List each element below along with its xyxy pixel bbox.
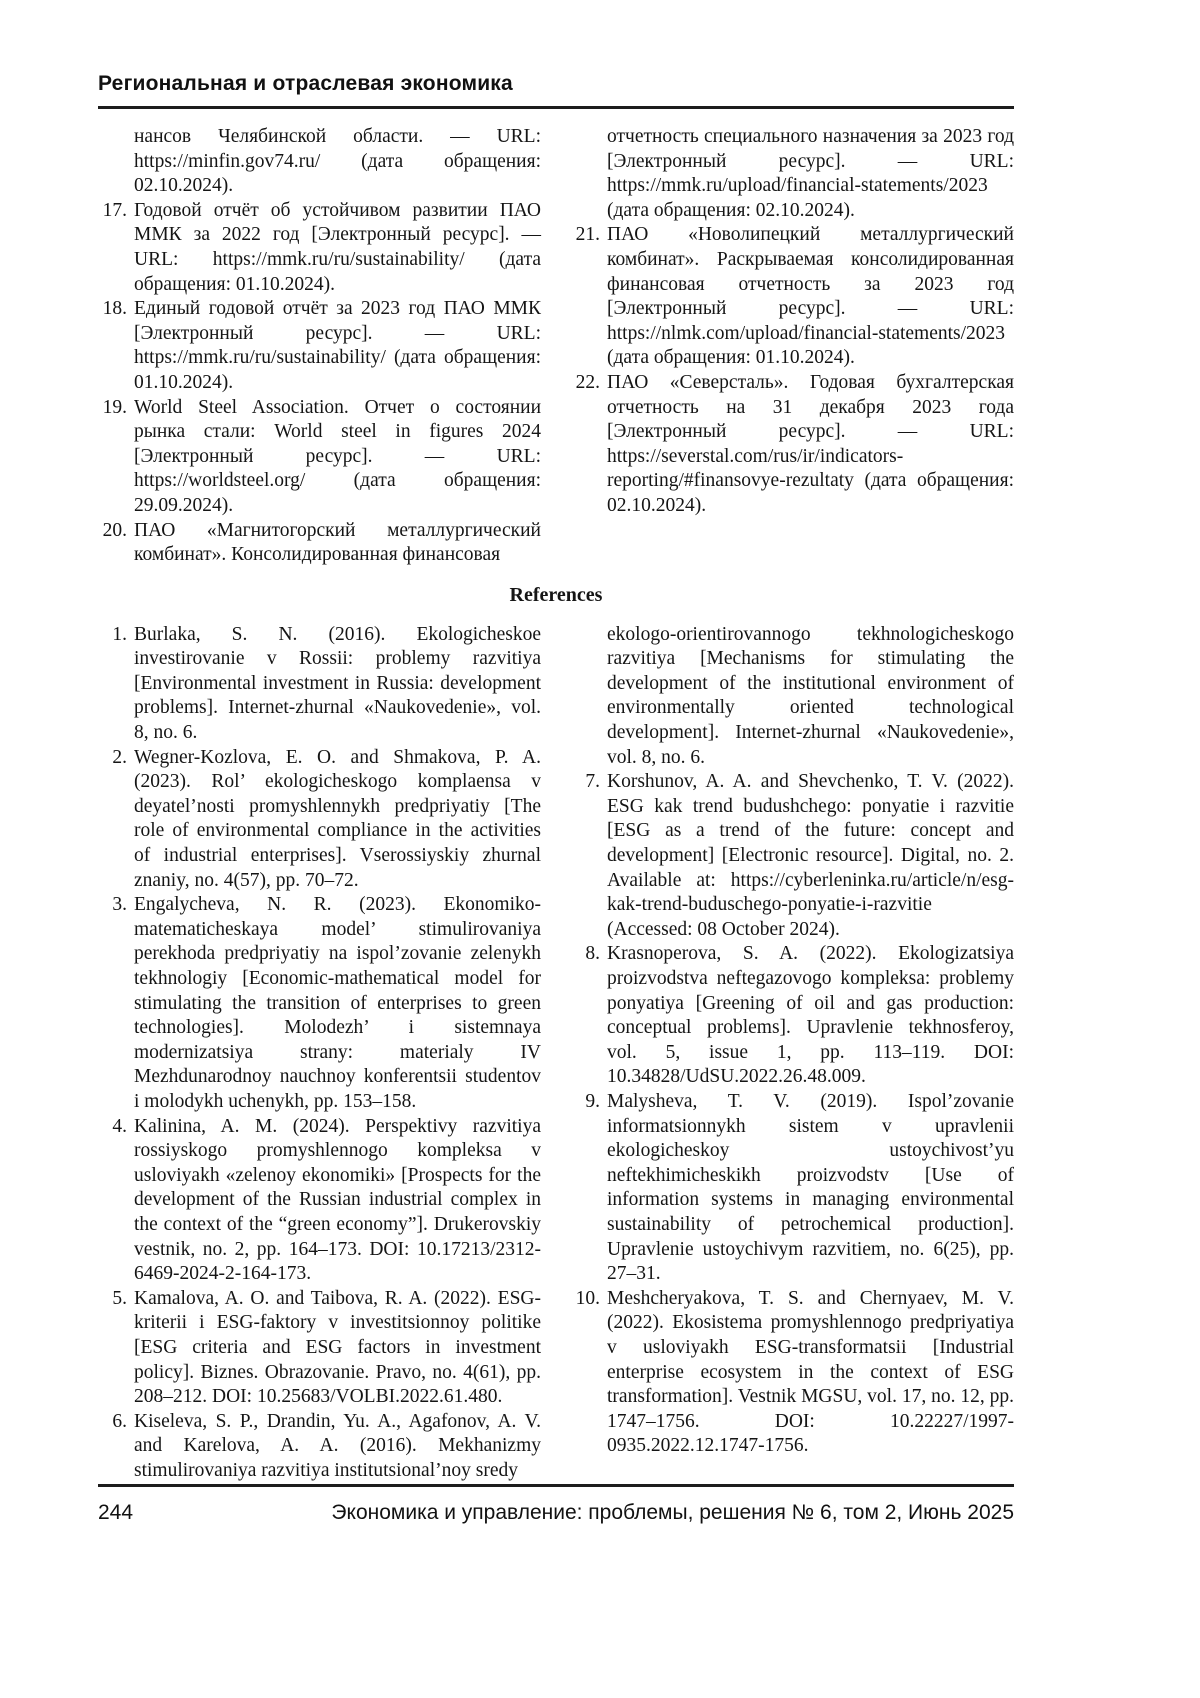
reference-text: Krasnoperova, S. A. (2022). Ekologizatsiya proizvodstva neftegazovogo kompleksa: problemy ponyatiya [Greening of oil and gas production: conceptual problems]. Upravlenie tekhnosferoy, vol. 5, issue 1, pp. 113–119. DOI: 10.34828/UdSU.2022.26.48.009. bbox=[607, 943, 1014, 1088]
reference-number: 20. bbox=[102, 519, 127, 541]
page-footer bbox=[98, 1484, 1014, 1525]
reference-text: ПАО «Новолипецкий металлургический комбинат». Раскрываемая консолидированная финансовая отчетность за 2023 год [Электронный ресурс]. — URL: https://nlmk.com/upload/financial-statements/2023 (дата обращения: 01.10.2024). bbox=[607, 224, 1014, 369]
reference-text: Wegner-Kozlova, E. O. and Shmakova, P. A. (2023). Rol’ ekologicheskogo komplaensa v deyatel’nosti promyshlennykh predpriyatiy [The role of environmental compliance in the activities of industrial enterprises]. Vserossiyskiy zhurnal znaniy, no. 4(57), pp. 70–72. bbox=[134, 746, 541, 891]
reference-text: World Steel Association. Отчет о состоянии рынка стали: World steel in figures 2024 [Электронный ресурс]. — URL: https://worldsteel.org/ (дата обращения: 29.09.2024). bbox=[134, 396, 541, 516]
reference-text: Meshcheryakova, T. S. and Chernyaev, M. V. (2022). Ekosistema promyshlennogo predpriyatiya v usloviyakh ESG-transformatsii [Industrial enterprise ecosystem in the context of ESG transformation]. Vestnik MGSU, vol. 17, no. 12, pp. 1747–1756. DOI: 10.22227/1997-0935.2022.12.1747-1756. bbox=[607, 1287, 1014, 1457]
reference-number: 3. bbox=[112, 894, 127, 916]
reference-item bbox=[571, 1287, 1014, 1459]
reference-item bbox=[98, 893, 541, 1114]
reference-number: 17. bbox=[102, 199, 127, 221]
reference-text: ПАО «Северсталь». Годовая бухгалтерская отчетность на 31 декабря 2023 года [Электронный ресурс]. — URL: https://severstal.com/rus/ir/indicators-reporting/#finansovye-rezultaty (дата обращения: 02.10.2024). bbox=[607, 371, 1014, 516]
reference-item bbox=[98, 125, 541, 199]
reference-number: 4. bbox=[112, 1115, 127, 1137]
reference-item bbox=[571, 942, 1014, 1090]
page-number: 244 bbox=[98, 1501, 134, 1524]
reference-text: отчетность специального назначения за 2023 год [Электронный ресурс]. — URL: https://mmk.ru/upload/financial-statements/2023 (дата обращения: 02.10.2024). bbox=[607, 126, 1014, 221]
reference-text: Годовой отчёт об устойчивом развитии ПАО ММК за 2022 год [Электронный ресурс]. — URL: https://mmk.ru/ru/sustainability/ (дата обращения: 01.10.2024). bbox=[134, 199, 541, 295]
reference-number: 19. bbox=[102, 396, 127, 418]
reference-item bbox=[571, 371, 1014, 519]
reference-text: Malysheva, T. V. (2019). Ispol’zovanie informatsionnykh sistem v upravlenii ekologicheskoy ustoychivost’yu neftekhimicheskikh proizvodstv [Use of information systems in managing environmental sustainability of petrochemical production]. Upravlenie ustoychivym razvitiem, no. 6(25), pp. 27–31. bbox=[607, 1090, 1014, 1285]
reference-number: 8. bbox=[585, 943, 600, 965]
reference-text: Kamalova, A. O. and Taibova, R. A. (2022). ESG-kriterii i ESG-faktory v investitsionnoy politike [ESG criteria and ESG factors in investment policy]. Biznes. Obrazovanie. Pravo, no. 4(61), pp. 208–212. DOI: 10.25683/VOLBI.2022.61.480. bbox=[134, 1287, 541, 1408]
reference-number: 10. bbox=[575, 1287, 600, 1309]
reference-number: 22. bbox=[575, 371, 600, 393]
reference-item bbox=[571, 770, 1014, 942]
reference-item bbox=[98, 623, 541, 746]
reference-item bbox=[571, 1090, 1014, 1287]
reference-item bbox=[571, 125, 1014, 223]
reference-item bbox=[98, 199, 541, 297]
reference-text: нансов Челябинской области. — URL: https://minfin.gov74.ru/ (дата обращения: 02.10.2024). bbox=[134, 126, 541, 197]
reference-item bbox=[98, 1115, 541, 1287]
reference-item bbox=[98, 746, 541, 894]
bibliography-section bbox=[98, 125, 1014, 568]
reference-number: 18. bbox=[102, 298, 127, 320]
reference-item bbox=[98, 297, 541, 395]
journal-footer-line: Экономика и управление: проблемы, решения № 6, том 2, Июнь 2025 bbox=[331, 1501, 1014, 1524]
reference-item bbox=[98, 1287, 541, 1410]
journal-section-title: Региональная и отраслевая экономика bbox=[98, 72, 513, 95]
reference-text: Engalycheva, N. R. (2023). Ekonomiko-matematicheskaya model’ stimulirovaniya perekhoda predpriyatiy na ispol’zovanie zelenykh tekhnologiy [Economic-mathematical model for stimulating the transition of enterprises to green technologies]. Molodezh’ i sistemnaya modernizatsiya strany: materialy IV Mezhdunarodnoy nauchnoy konferentsii studentov i molodykh uchenykh, pp. 153–158. bbox=[134, 894, 541, 1112]
reference-number: 6. bbox=[112, 1410, 127, 1432]
reference-item bbox=[571, 223, 1014, 371]
reference-item bbox=[98, 1410, 541, 1484]
references-heading: References bbox=[509, 583, 603, 606]
footer-row bbox=[98, 1501, 1014, 1525]
reference-item bbox=[98, 396, 541, 519]
references-column-left bbox=[98, 623, 541, 1484]
references-section bbox=[98, 623, 1014, 1484]
header-rule bbox=[98, 106, 1014, 109]
reference-text: Kalinina, A. M. (2024). Perspektivy razvitiya rossiyskogo promyshlennogo kompleksa v usloviyakh «zelenoy ekonomiki» [Prospects for the development of the Russian industrial complex in the context of the “green economy”]. Drukerovskiy vestnik, no. 2, pp. 164–173. DOI: 10.17213/2312-6469-2024-2-164-173. bbox=[134, 1115, 541, 1285]
reference-text: Единый годовой отчёт за 2023 год ПАО ММК [Электронный ресурс]. — URL: https://mmk.ru/ru/sustainability/ (дата обращения: 01.10.2024). bbox=[134, 298, 541, 393]
reference-number: 5. bbox=[112, 1287, 127, 1309]
page-content bbox=[98, 0, 1014, 1483]
reference-text: ekologo-orientirovannogo tekhnologicheskogo razvitiya [Mechanisms for stimulating the development of the institutional environment of environmentally oriented technological development]. Internet-zhurnal «Naukovedenie», vol. 8, no. 6. bbox=[607, 623, 1014, 768]
bibliography-column-right bbox=[571, 125, 1014, 568]
reference-text: Korshunov, A. A. and Shevchenko, T. V. (2022). ESG kak trend budushchego: ponyatie i razvitie [ESG as a trend of the future: concept and development] [Electronic resource]. Digital, no. 2. Available at: https://cyberleninka.ru/article/n/esg-kak-trend-buduschego-ponyatie-i-razvitie (Accessed: 08 October 2024). bbox=[607, 771, 1014, 940]
references-column-right bbox=[571, 623, 1014, 1484]
bibliography-column-left bbox=[98, 125, 541, 568]
reference-text: ПАО «Магнитогорский металлургический комбинат». Консолидированная финансовая bbox=[134, 519, 541, 566]
reference-item bbox=[98, 519, 541, 568]
footer-rule bbox=[98, 1484, 1014, 1487]
reference-number: 21. bbox=[575, 224, 600, 246]
reference-text: Kiseleva, S. P., Drandin, Yu. A., Agafonov, A. V. and Karelova, A. A. (2016). Mekhanizmy stimulirovaniya razvitiya institutsional’noy sredy bbox=[134, 1410, 541, 1481]
reference-number: 9. bbox=[585, 1090, 600, 1112]
reference-number: 1. bbox=[112, 623, 127, 645]
page-header bbox=[98, 0, 1014, 109]
reference-item bbox=[571, 623, 1014, 771]
reference-number: 7. bbox=[585, 771, 600, 793]
reference-text: Burlaka, S. N. (2016). Ekologicheskoe investirovanie v Rossii: problemy razvitiya [Environmental investment in Russia: development problems]. Internet-zhurnal «Naukovedenie», vol. 8, no. 6. bbox=[134, 623, 541, 744]
reference-number: 2. bbox=[112, 746, 127, 768]
